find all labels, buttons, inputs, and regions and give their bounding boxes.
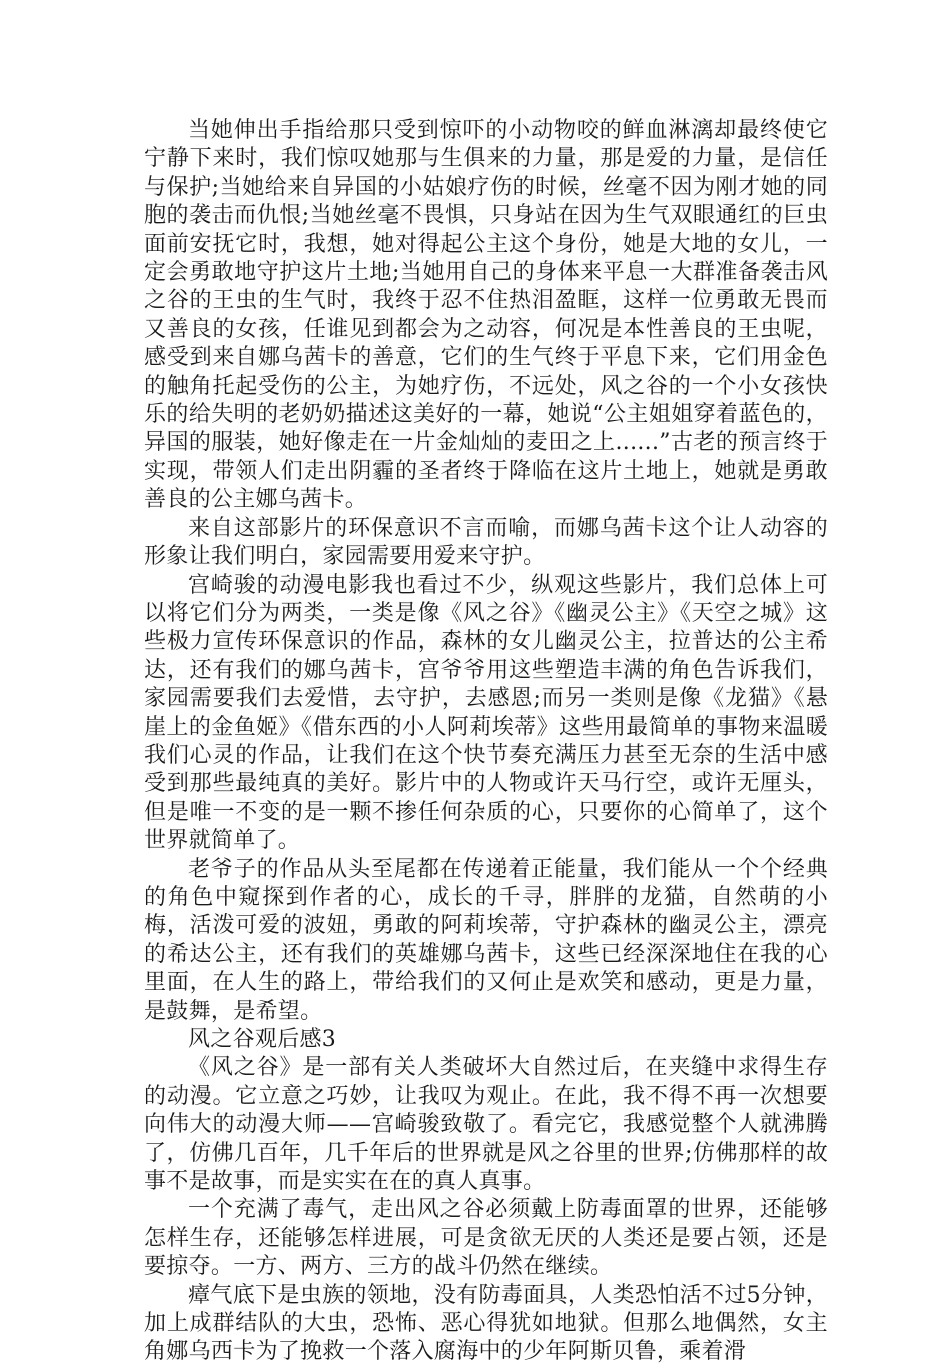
document-body: [144, 117, 828, 1367]
paragraph-miyazaki-works: 宫崎骏的动漫电影我也看过不少，纵观这些影片，我们总体上可以将它们分为两类，一类是像《风之谷》《幽灵公主》《天空之城》这些极力宣传环保意识的作品，森林的女儿幽灵公主，拉普达的公主希达，还有我们的娜乌茜卡，宫爷爷用这些塑造丰满的角色告诉我们，家园需要我们去爱惜，去守护，去感恩;而另一类则是像《龙猫》《悬崖上的金鱼姬》《借东西的小人阿莉埃蒂》这些用最简单的事物来温暖我们心灵的作品，让我们在这个快节奏充满压力甚至无奈的生活中感受到那些最纯真的美好。影片中的人物或许天马行空，或许无厘头，但是唯一不变的是一颗不掺任何杂质的心，只要你的心简单了，这个世界就简单了。: [144, 572, 828, 854]
paragraph-environmental-awareness: 来自这部影片的环保意识不言而喻，而娜乌茜卡这个让人动容的形象让我们明白，家园需要用爱来守护。: [144, 515, 828, 570]
paragraph-positive-energy: 老爷子的作品从头至尾都在传递着正能量，我们能从一个个经典的角色中窥探到作者的心，成长的千寻，胖胖的龙猫，自然萌的小梅，活泼可爱的波妞，勇敢的阿莉埃蒂，守护森林的幽灵公主，漂亮的希达公主，还有我们的英雄娜乌茜卡，这些已经深深地住在我的心里面，在人生的路上，带给我们的又何止是欢笑和感动，更是力量，是鼓舞，是希望。: [144, 856, 828, 1024]
paragraph-toxic-world: 一个充满了毒气，走出风之谷必须戴上防毒面罩的世界，还能够怎样生存，还能够怎样进展，可是贪欲无厌的人类还是要占领，还是要掠夺。一方、两方、三方的战斗仍然在继续。: [144, 1197, 828, 1280]
paragraph-nausicaa-courage: 当她伸出手指给那只受到惊吓的小动物咬的鲜血淋漓却最终使它宁静下来时，我们惊叹她那与生俱来的力量，那是爱的力量，是信任与保护;当她给来自异国的小姑娘疗伤的时候，丝毫不因为刚才她的同胞的袭击而仇恨;当她丝毫不畏惧，只身站在因为生气双眼通红的巨虫面前安抚它时，我想，她对得起公主这个身份，她是大地的女儿，一定会勇敢地守护这片土地;当她用自己的身体来平息一大群准备袭击风之谷的王虫的生气时，我终于忍不住热泪盈眶，这样一位勇敢无畏而又善良的女孩，任谁见到都会为之动容，何况是本性善良的王虫呢，感受到来自娜乌茜卡的善意，它们的生气终于平息下来，它们用金色的触角托起受伤的公主，为她疗伤，不远处，风之谷的一个小女孩快乐的给失明的老奶奶描述这美好的一幕，她说“公主姐姐穿着蓝色的，异国的服装，她好像走在一片金灿灿的麦田之上......”古老的预言终于实现，带领人们走出阴霾的圣者终于降临在这片土地上，她就是勇敢善良的公主娜乌茜卡。: [144, 118, 828, 513]
section-heading: 风之谷观后感3: [188, 1027, 337, 1052]
paragraph-insect-domain: 瘴气底下是虫族的领地，没有防毒面具，人类恐怕活不过5分钟，加上成群结队的大虫，恐怖、恶心得犹如地狱。但那么地偶然，女主角娜乌西卡为了挽救一个落入腐海中的少年阿斯贝鲁，乘着滑: [144, 1282, 828, 1365]
paragraph-nausicaa-intro: 《风之谷》是一部有关人类破坏大自然过后，在夹缝中求得生存的动漫。它立意之巧妙，让我叹为观止。在此，我不得不再一次想要向伟大的动漫大师——宫崎骏致敬了。看完它，我感觉整个人就沸腾了，仿佛几百年，几千年后的世界就是风之谷里的世界;仿佛那样的故事不是故事，而是实实在在的真人真事。: [144, 1055, 828, 1195]
